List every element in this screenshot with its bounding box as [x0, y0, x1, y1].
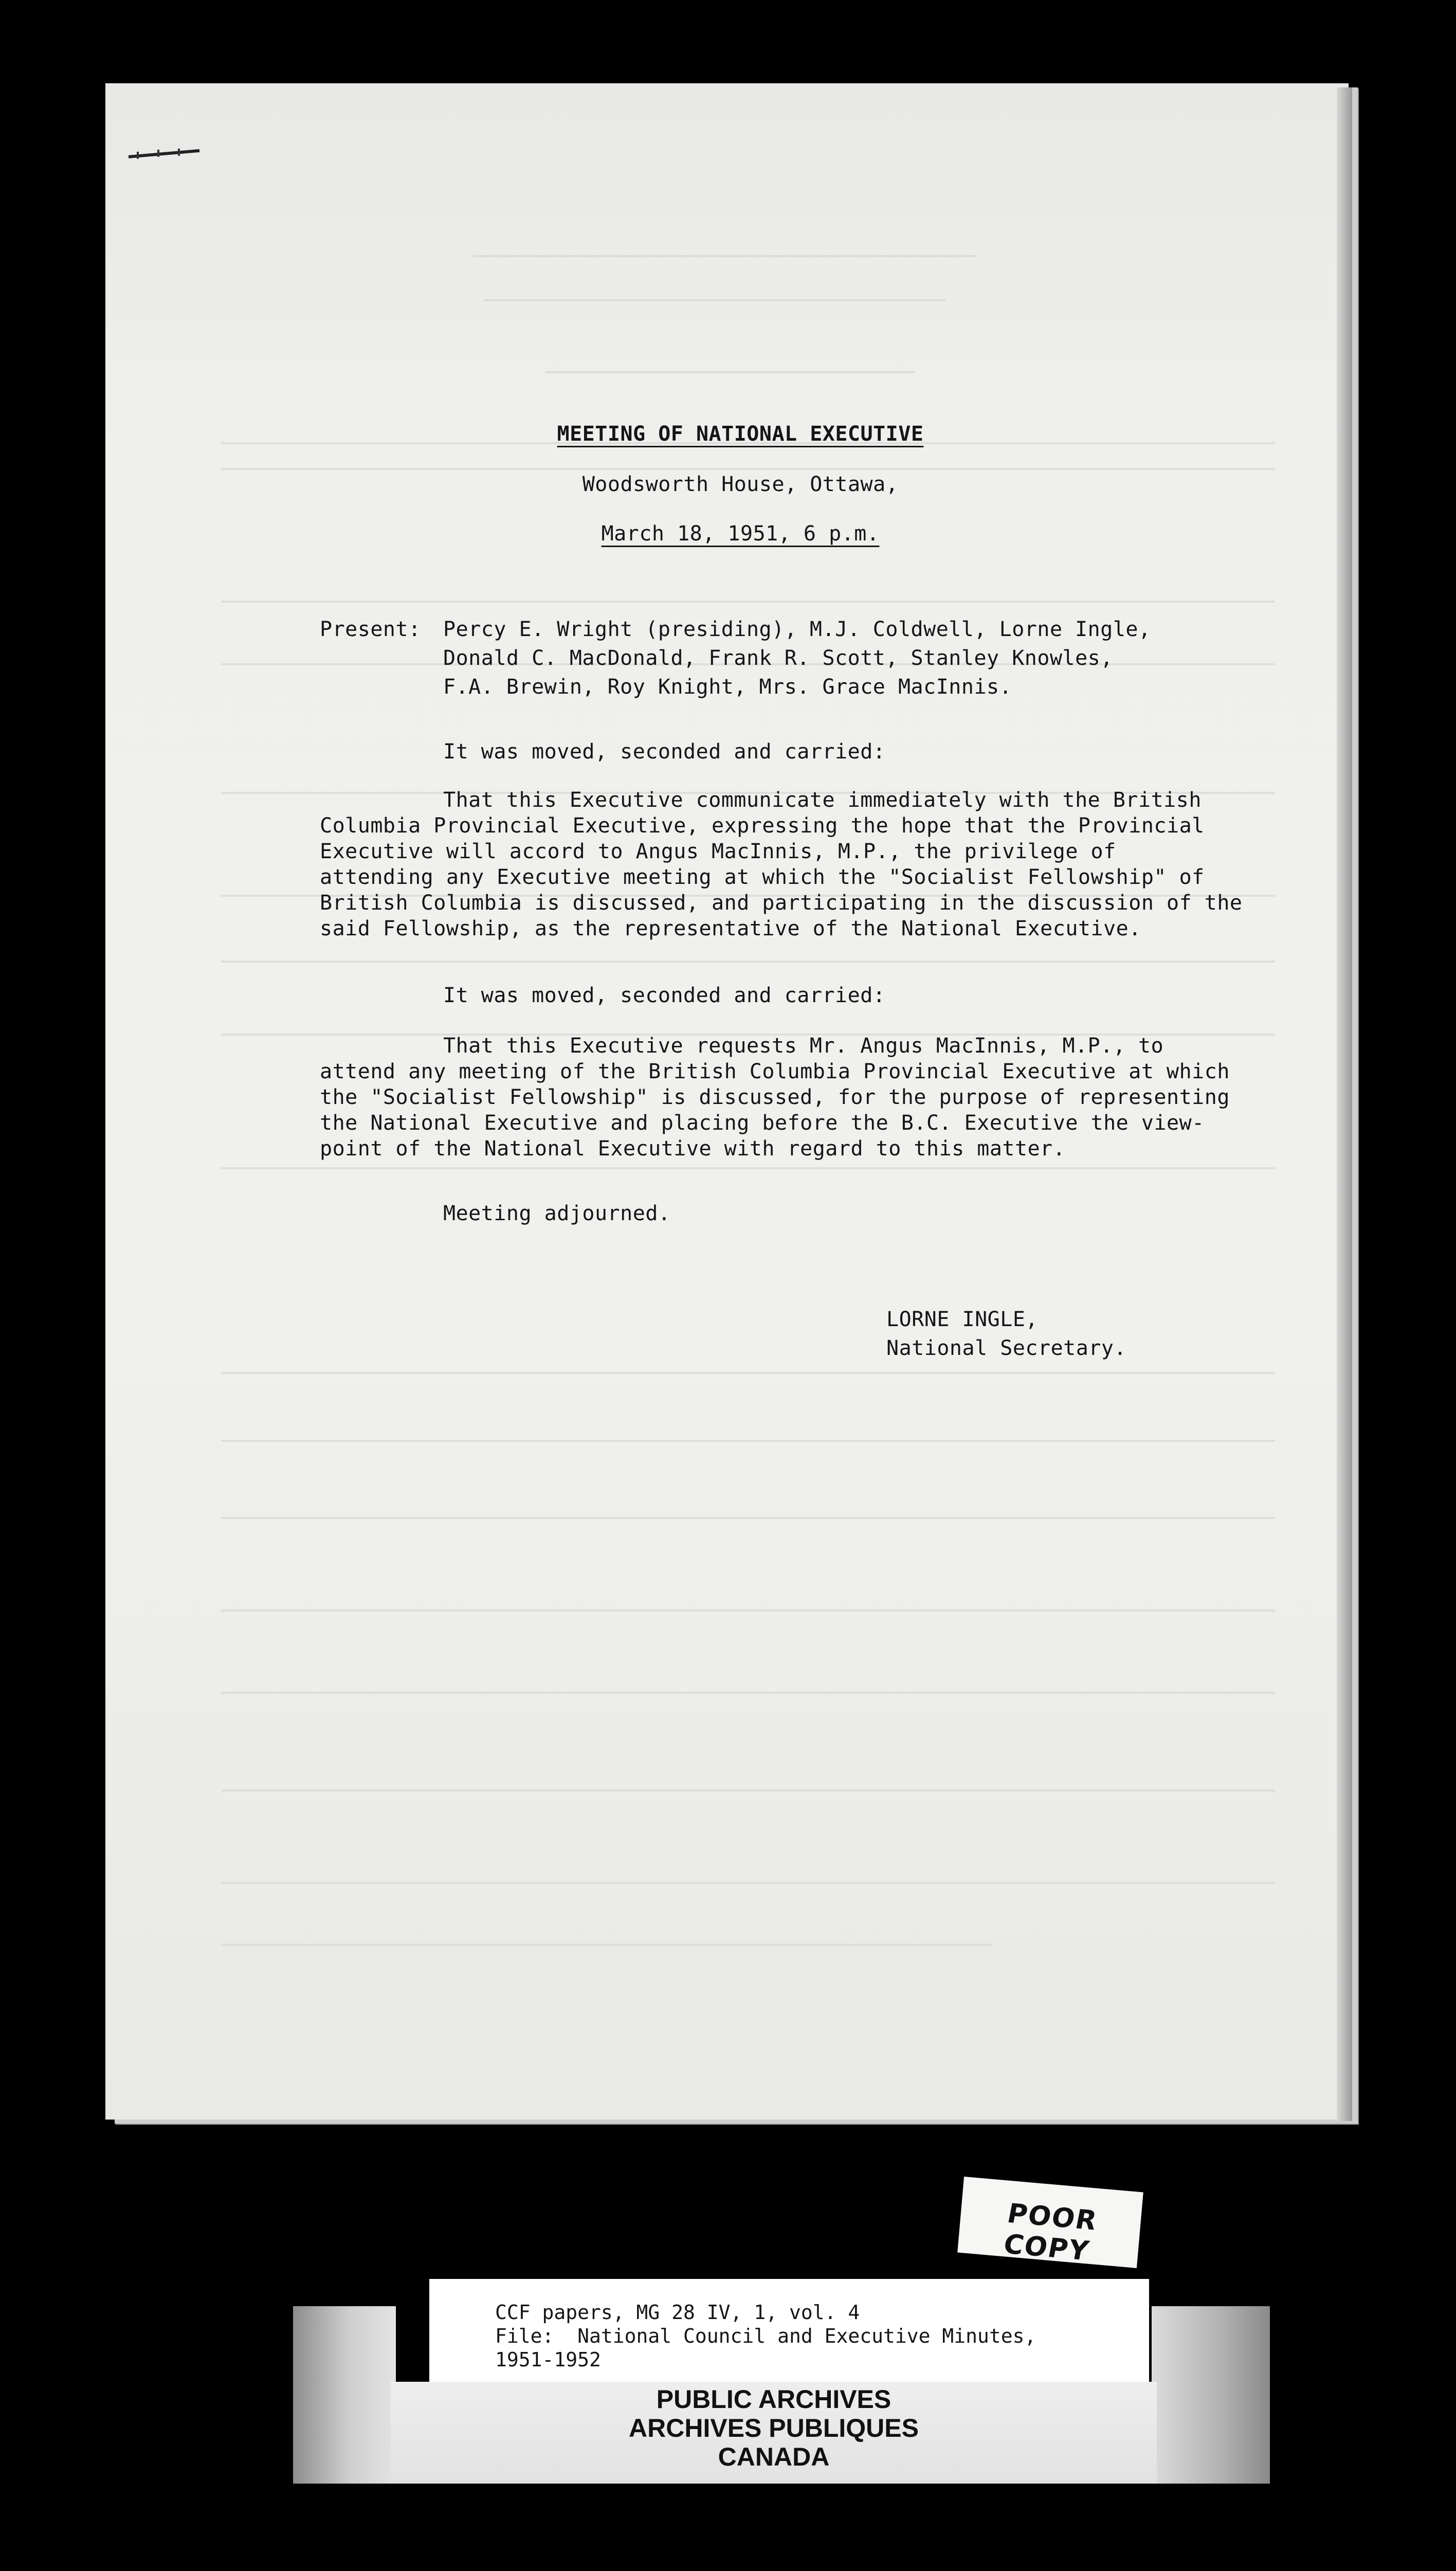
motion-1-text-line: British Columbia is discussed, and participating in the discussion of the	[320, 891, 1243, 915]
motion-1-text-line: Executive will accord to Angus MacInnis, M.P., the privilege of	[320, 840, 1116, 863]
motion-2-intro: It was moved, seconded and carried:	[443, 984, 886, 1007]
motion-2-text-line: point of the National Executive with regard to this matter.	[320, 1137, 1066, 1161]
motion-1-text-line: attending any Executive meeting at which the "Socialist Fellowship" of	[320, 865, 1205, 889]
signatory-title: National Secretary.	[886, 1336, 1127, 1360]
archives-name-english: PUBLIC ARCHIVES	[656, 2385, 891, 2414]
bleed-through-mark	[221, 1517, 1275, 1519]
meeting-place: Woodsworth House, Ottawa,	[582, 473, 899, 496]
archives-country: CANADA	[718, 2442, 830, 2471]
bleed-through-mark	[221, 1609, 1275, 1612]
archives-stamp	[391, 2382, 1157, 2484]
motion-2-text-line: the National Executive and placing before the B.C. Executive the view-	[320, 1111, 1205, 1135]
bleed-through-mark	[221, 1692, 1275, 1694]
bleed-through-mark	[221, 468, 1275, 470]
meeting-date: March 18, 1951, 6 p.m.	[601, 522, 880, 546]
poor-copy-text: POOR COPY	[1000, 2198, 1100, 2267]
file-name: File: National Council and Executive Minutes,	[495, 2325, 1036, 2347]
bleed-through-mark	[221, 1440, 1275, 1442]
page-edge-shadow	[1337, 87, 1352, 2121]
attendees-line: F.A. Brewin, Roy Knight, Mrs. Grace MacInnis.	[443, 675, 1012, 699]
bleed-through-mark	[221, 1789, 1275, 1791]
archives-name-french: ARCHIVES PUBLIQUES	[629, 2414, 919, 2442]
staple-mark	[128, 147, 202, 160]
motion-2-text-line: attend any meeting of the British Columbia Provincial Executive at which	[320, 1060, 1230, 1083]
motion-1-text-line: That this Executive communicate immediately with the British	[443, 788, 1202, 812]
motion-2-text-line: That this Executive requests Mr. Angus MacInnis, M.P., to	[443, 1034, 1164, 1058]
file-years: 1951-1952	[495, 2348, 601, 2371]
present-label: Present:	[320, 618, 421, 641]
motion-1-text-line: Columbia Provincial Executive, expressing the hope that the Provincial	[320, 814, 1205, 838]
bleed-through-mark	[221, 961, 1275, 963]
bleed-through-mark	[221, 601, 1275, 603]
attendees-line: Donald C. MacDonald, Frank R. Scott, Stanley Knowles,	[443, 646, 1113, 670]
collection-reference: CCF papers, MG 28 IV, 1, vol. 4	[495, 2301, 860, 2324]
adjournment-note: Meeting adjourned.	[443, 1202, 671, 1225]
motion-2-text-line: the "Socialist Fellowship" is discussed, for the purpose of representing	[320, 1085, 1230, 1109]
label-backing-left	[293, 2306, 396, 2484]
motion-1-text-line: said Fellowship, as the representative of the National Executive.	[320, 917, 1141, 940]
bleed-through-mark	[221, 1167, 1275, 1169]
bleed-through-mark	[221, 1882, 1275, 1884]
motion-1-intro: It was moved, seconded and carried:	[443, 740, 886, 764]
archive-reference-label	[429, 2279, 1149, 2386]
bleed-through-mark	[221, 1372, 1275, 1374]
poor-copy-note	[957, 2177, 1143, 2268]
document-title: MEETING OF NATIONAL EXECUTIVE	[557, 422, 924, 446]
attendees-line: Percy E. Wright (presiding), M.J. Coldwell, Lorne Ingle,	[443, 618, 1151, 641]
label-backing-right	[1152, 2306, 1270, 2484]
bleed-through-mark	[473, 255, 977, 257]
signatory-name: LORNE INGLE,	[886, 1308, 1038, 1331]
bleed-through-mark	[483, 299, 946, 301]
bleed-through-mark	[221, 1944, 992, 1946]
bleed-through-mark	[545, 371, 915, 373]
